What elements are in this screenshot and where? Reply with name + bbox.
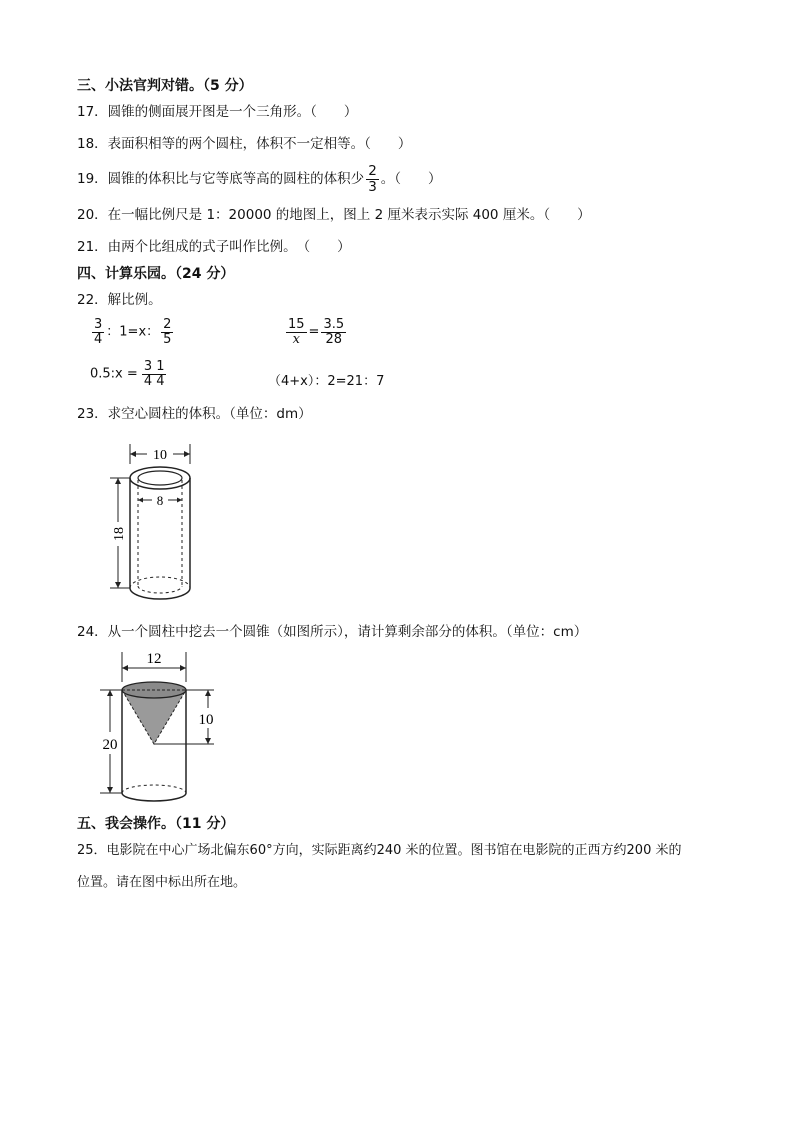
question-19-text: 19．圆锥的体积比与它等底等高的圆柱的体积少	[77, 171, 365, 187]
equation-1-middle: ：1=x：	[106, 324, 160, 340]
equals-sign: =	[308, 324, 320, 340]
fraction-two-fifths	[161, 318, 173, 346]
equation-2	[284, 318, 348, 346]
total-height-label: 20	[102, 737, 118, 753]
fraction-numerator: 2	[163, 317, 172, 332]
question-24: 24．从一个圆柱中挖去一个圆锥（如图所示），请计算剩余部分的体积。（单位：cm）	[77, 624, 588, 640]
section-4-heading: 四、计算乐园。（24 分）	[77, 266, 235, 282]
fraction-denominator: 4	[143, 373, 153, 389]
question-21: 21．由两个比组成的式子叫作比例。 （ ）	[77, 239, 351, 255]
hollow-cylinder-figure	[100, 440, 210, 610]
inner-diameter-label: 8	[156, 493, 164, 508]
question-18: 18．表面积相等的两个圆柱，体积不一定相等。（ ）	[77, 136, 412, 152]
height-label: 18	[112, 527, 127, 541]
equation-3	[90, 360, 166, 388]
fraction-two-thirds	[366, 164, 379, 193]
fraction-three-fourths	[92, 318, 104, 346]
fraction-numerator: 15	[288, 317, 305, 332]
fraction-denominator: 5	[163, 331, 172, 347]
question-22: 22．解比例。	[77, 292, 162, 308]
fraction-numerator: 3	[143, 359, 153, 374]
equation-1	[90, 318, 175, 346]
fraction-15-over-x	[286, 318, 307, 346]
fraction-denominator: 3	[368, 178, 377, 195]
outer-diameter-label: 10	[153, 448, 167, 463]
question-20: 20．在一幅比例尺是 1：20000 的地图上，图上 2 厘米表示实际 400 厘米。（ ）	[77, 207, 591, 223]
question-17: 17．圆锥的侧面展开图是一个三角形。（ ）	[77, 104, 358, 120]
diameter-label: 12	[146, 651, 162, 667]
question-23: 23．求空心圆柱的体积。（单位：dm）	[77, 406, 312, 422]
fraction-denominator: 4	[94, 331, 103, 347]
fraction-numerator: 3.5	[323, 317, 345, 332]
section-5-heading: 五、我会操作。（11 分）	[77, 816, 235, 832]
fraction-numerator: 3	[94, 317, 103, 332]
question-19	[77, 164, 442, 194]
cone-height-label: 10	[198, 712, 214, 728]
fraction-three-fourths	[142, 360, 154, 388]
fraction-denominator: x	[292, 331, 300, 347]
fraction-35-over-28	[321, 318, 346, 346]
equation-3-prefix: 0.5:x =	[90, 366, 138, 382]
section-3-heading: 三、小法官判对错。（5 分）	[77, 78, 253, 94]
equation-4: （4+x）：2=21：7	[268, 374, 385, 389]
fraction-one-fourth	[154, 360, 166, 388]
fraction-numerator: 2	[368, 163, 377, 180]
fraction-denominator: 4	[156, 373, 165, 389]
fraction-denominator: 28	[325, 331, 343, 347]
fraction-numerator: 1	[156, 359, 165, 374]
cylinder-cone-figure	[96, 648, 236, 810]
question-25-line-1: 25．电影院在中心广场北偏东60°方向，实际距离约240 米的位置。图书馆在电影院的正西方约200 米的	[77, 843, 682, 858]
question-25-line-2: 位置。请在图中标出所在地。	[77, 875, 247, 890]
question-19-tail: 。（ ）	[380, 171, 442, 187]
